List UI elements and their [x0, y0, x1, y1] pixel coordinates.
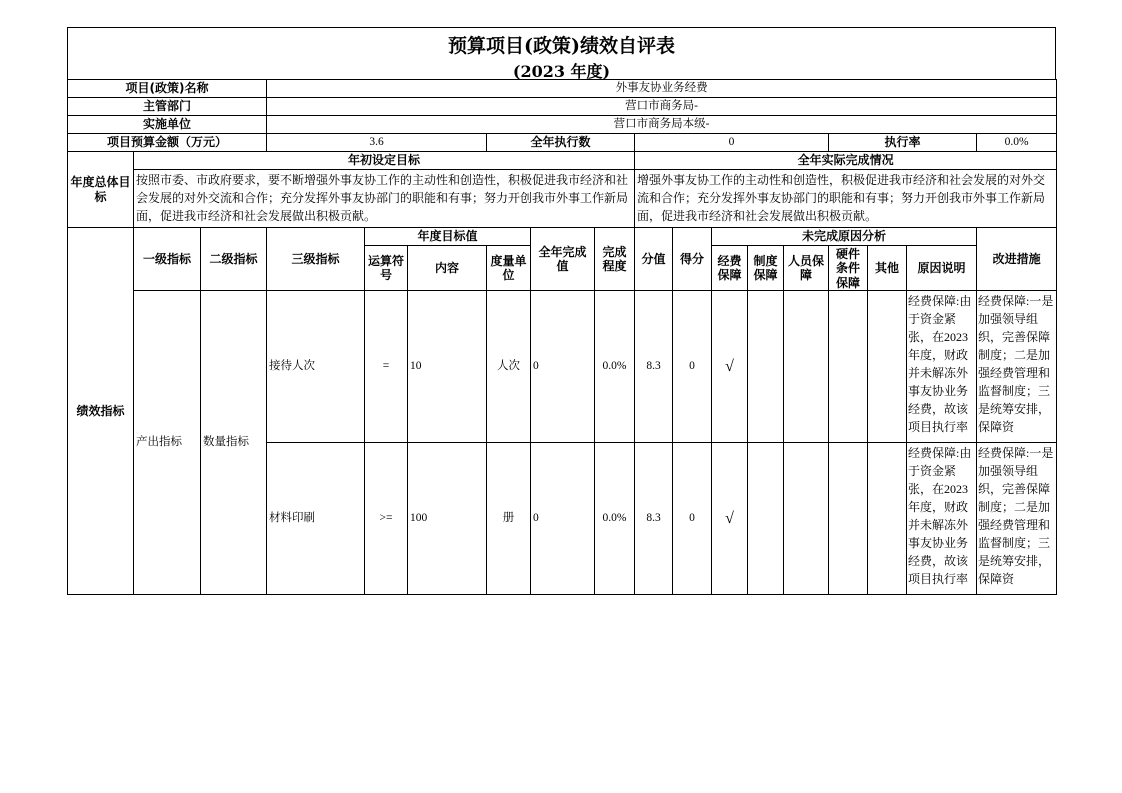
personnel-header: 人员保障 [784, 246, 829, 291]
project-name-label: 项目(政策)名称 [68, 80, 267, 98]
unit-value: 人次 [487, 291, 531, 443]
info-row-unit [68, 116, 1057, 134]
initial-goal-text: 按照市委、市政府要求，要不断增强外事友协工作的主动性和创造性，积极促进我市经济和社会发展的对外交流和合作；充分发挥外事友协部门的职能和有事；努力开创我市外事工作新局面，促进我市经济和社会发展做出积极贡献。 [134, 170, 635, 228]
funding-check: √ [712, 291, 748, 443]
score: 0 [673, 291, 712, 443]
system-cell [748, 443, 784, 595]
level2-value: 数量指标 [201, 291, 267, 595]
reason-group-header: 未完成原因分析 [712, 228, 977, 246]
form-subtitle: (2023 年度) [512, 62, 611, 81]
improvement-measures [977, 291, 1057, 443]
explain-header: 原因说明 [907, 246, 977, 291]
content-value: 100 [408, 443, 487, 595]
initial-goal-header: 年初设定目标 [134, 152, 635, 170]
dept-label: 主管部门 [68, 98, 267, 116]
actual-header: 全年完成值 [531, 228, 595, 291]
system-cell [748, 291, 784, 443]
actual-goal-text: 增强外事友协工作的主动性和创造性，积极促进我市经济和社会发展的对外交流和合作；充分发挥外事友协部门的职能和有事；努力开创我市外事工作新局面，促进我市经济和社会发展做出积极贡献。 [635, 170, 1057, 228]
unit-value: 营口市商务局本级- [267, 116, 1057, 134]
evaluation-table [67, 79, 1057, 595]
completion-value: 0.0% [595, 291, 635, 443]
level3-header: 三级指标 [267, 228, 365, 291]
hardware-header: 硬件条件保障 [829, 246, 868, 291]
unit-value: 册 [487, 443, 531, 595]
operator-value: >= [365, 443, 408, 595]
improvement-measures [977, 443, 1057, 595]
reason-explain-text: 经费保障:由于资金紧张，在2023年度，财政并未解冻外事友协业务经费，故该项目执行率 [908, 294, 972, 435]
info-row-budget [68, 134, 1057, 152]
indicator-section-label: 绩效指标 [68, 228, 134, 595]
indicator-row [68, 291, 1057, 443]
actual-value: 0 [531, 443, 595, 595]
reason-explain [907, 291, 977, 443]
improvement-text: 经费保障:一是加强领导组织，完善保障制度；二是加强经费管理和监督制度；三是统筹安排，保障资 [978, 446, 1054, 587]
score-value: 8.3 [635, 291, 673, 443]
info-row-name [68, 80, 1057, 98]
improve-header: 改进措施 [977, 228, 1057, 291]
content-value: 10 [408, 291, 487, 443]
unit-label: 实施单位 [68, 116, 267, 134]
reason-explain [907, 443, 977, 595]
hardware-cell [829, 443, 868, 595]
actual-value: 0 [531, 291, 595, 443]
form-header [67, 27, 1056, 80]
funding-header: 经费保障 [712, 246, 748, 291]
form-title: 预算项目(政策)绩效自评表 [448, 35, 675, 57]
other-cell [868, 443, 907, 595]
exec-value: 0 [635, 134, 829, 152]
completion-header: 完成程度 [595, 228, 635, 291]
completion-value: 0.0% [595, 443, 635, 595]
project-name-value: 外事友协业务经费 [267, 80, 1057, 98]
budget-value: 3.6 [267, 134, 487, 152]
goals-header-row [68, 152, 1057, 170]
annual-goal-label: 年度总体目标 [68, 152, 134, 228]
score-value: 8.3 [635, 443, 673, 595]
level1-header: 一级指标 [134, 228, 201, 291]
content-header: 内容 [408, 246, 487, 291]
indicator-name: 材料印刷 [267, 443, 365, 595]
evaluation-form [67, 27, 1056, 597]
improvement-text: 经费保障:一是加强领导组织，完善保障制度；二是加强经费管理和监督制度；三是统筹安排，保障资 [978, 294, 1054, 435]
level1-value: 产出指标 [134, 291, 201, 595]
level2-header: 二级指标 [201, 228, 267, 291]
operator-header: 运算符号 [365, 246, 408, 291]
dept-value: 营口市商务局- [267, 98, 1057, 116]
actual-goal-header: 全年实际完成情况 [635, 152, 1057, 170]
indicator-name: 接待人次 [267, 291, 365, 443]
operator-value: = [365, 291, 408, 443]
info-row-dept [68, 98, 1057, 116]
reason-explain-text: 经费保障:由于资金紧张，在2023年度，财政并未解冻外事友协业务经费，故该项目执行率 [908, 446, 972, 587]
unit-header: 度量单位 [487, 246, 531, 291]
personnel-cell [784, 291, 829, 443]
score-header: 得分 [673, 228, 712, 291]
exec-label: 全年执行数 [487, 134, 635, 152]
rate-value: 0.0% [977, 134, 1057, 152]
rate-label: 执行率 [829, 134, 977, 152]
system-header: 制度保障 [748, 246, 784, 291]
goals-text-row [68, 170, 1057, 228]
funding-check: √ [712, 443, 748, 595]
score: 0 [673, 443, 712, 595]
indicator-header-row-1 [68, 228, 1057, 246]
target-group-header: 年度目标值 [365, 228, 531, 246]
budget-label: 项目预算金额（万元） [68, 134, 267, 152]
other-header: 其他 [868, 246, 907, 291]
hardware-cell [829, 291, 868, 443]
score-value-header: 分值 [635, 228, 673, 291]
other-cell [868, 291, 907, 443]
personnel-cell [784, 443, 829, 595]
